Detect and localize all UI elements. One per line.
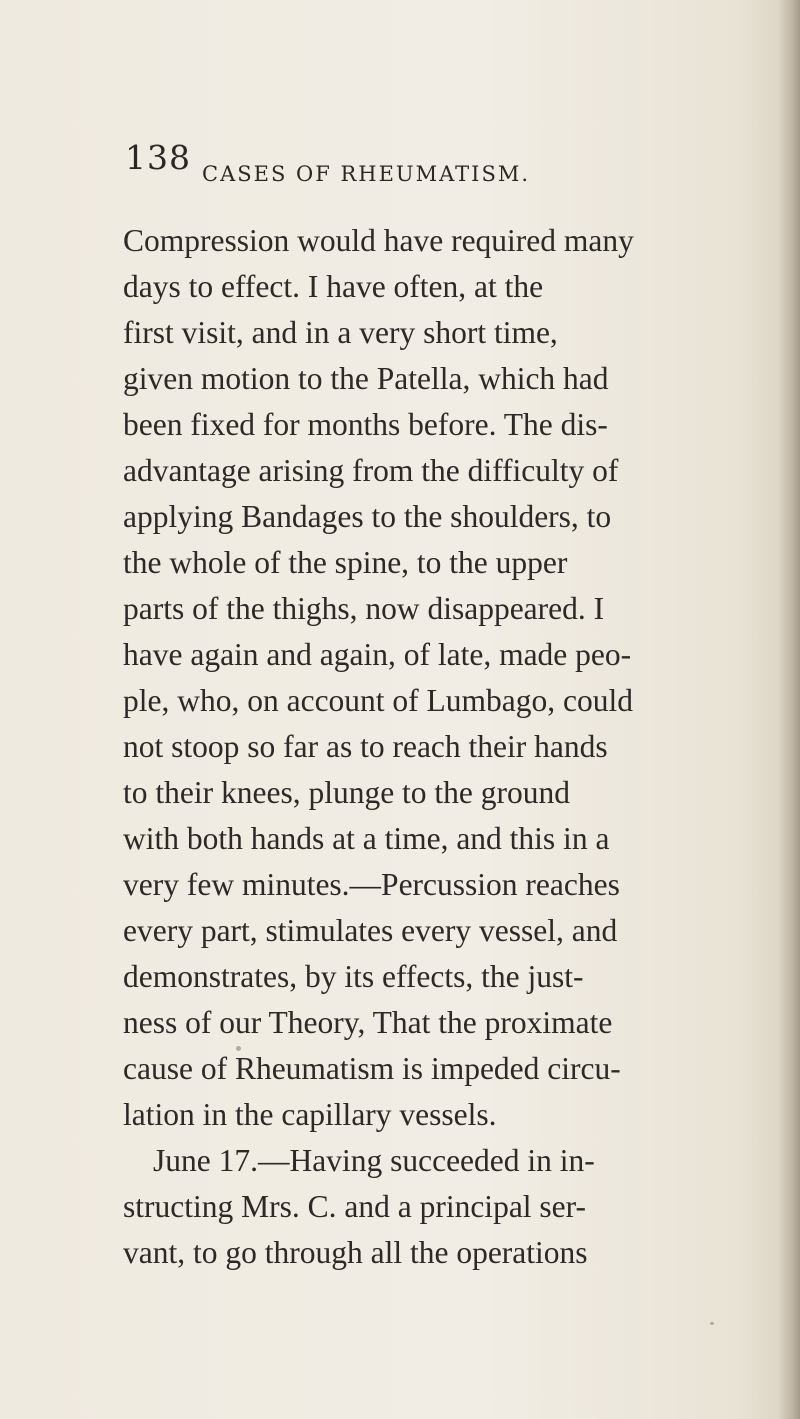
- text-line: with both hands at a time, and this in a: [123, 821, 610, 856]
- body-text: [123, 218, 743, 1276]
- running-head: CASES OF RHEUMATISM.: [202, 162, 531, 186]
- text-line: June 17.—Having succeeded in in-: [153, 1143, 595, 1178]
- page-header: [125, 138, 605, 188]
- text-line: demonstrates, by its effects, the just-: [123, 959, 584, 994]
- text-line: first visit, and in a very short time,: [123, 315, 558, 350]
- text-line: lation in the capillary vessels.: [123, 1097, 497, 1132]
- text-line: structing Mrs. C. and a principal ser-: [123, 1189, 587, 1224]
- text-line: very few minutes.—Percussion reaches: [123, 867, 620, 902]
- text-line: parts of the thighs, now disappeared. I: [123, 591, 605, 626]
- text-line: to their knees, plunge to the ground: [123, 775, 571, 810]
- text-line: every part, stimulates every vessel, and: [123, 913, 618, 948]
- paper-speck: [236, 1046, 241, 1051]
- text-line: ness of our Theory, That the proximate: [123, 1005, 613, 1040]
- text-line: Compression would have required many: [123, 223, 634, 258]
- text-line: cause of Rheumatism is impeded circu-: [123, 1051, 621, 1086]
- text-line: not stoop so far as to reach their hands: [123, 729, 608, 764]
- text-line: vant, to go through all the operations: [123, 1235, 588, 1270]
- paper-speck: [710, 1322, 714, 1325]
- text-line: advantage arising from the difficulty of: [123, 453, 619, 488]
- text-line: have again and again, of late, made peo-: [123, 637, 632, 672]
- text-line: given motion to the Patella, which had: [123, 361, 609, 396]
- text-line: ple, who, on account of Lumbago, could: [123, 683, 633, 718]
- text-line: applying Bandages to the shoulders, to: [123, 499, 612, 534]
- text-line: been fixed for months before. The dis-: [123, 407, 608, 442]
- page-edge-shadow: [778, 0, 800, 1419]
- page-number: 138: [125, 138, 191, 177]
- text-line: the whole of the spine, to the upper: [123, 545, 568, 580]
- text-line: days to effect. I have often, at the: [123, 269, 544, 304]
